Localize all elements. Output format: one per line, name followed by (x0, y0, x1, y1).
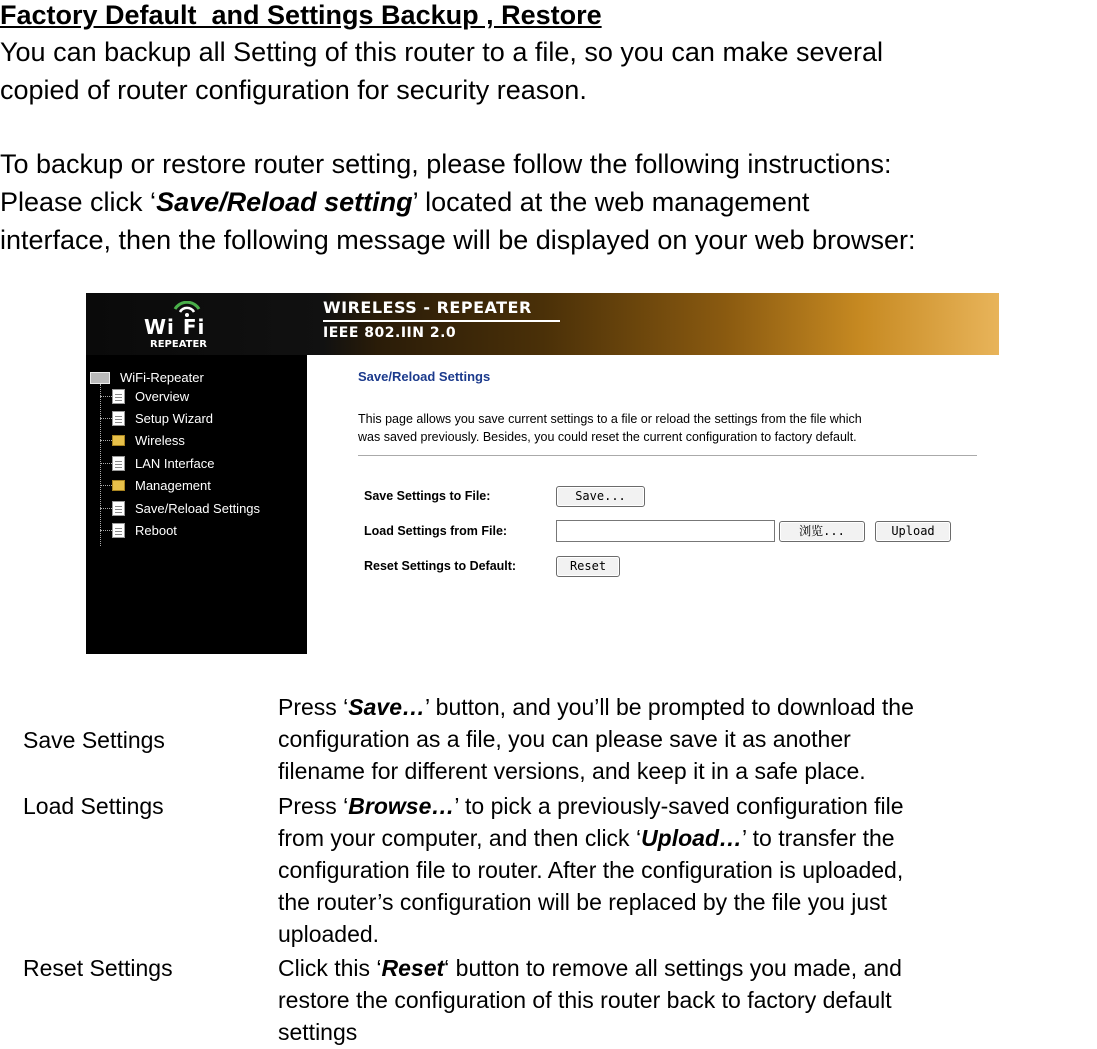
term-reset-settings: Reset Settings (23, 955, 173, 981)
reset-settings-label: Reset Settings to Default: (364, 559, 517, 573)
browse-button[interactable]: 浏览... (779, 521, 865, 542)
browse-emphasis: Browse… (348, 793, 455, 819)
save-button[interactable]: Save... (556, 486, 645, 507)
sidebar-nav (86, 355, 307, 654)
tree-root-label: WiFi-Repeater (120, 370, 204, 385)
intro-paragraph (0, 33, 883, 109)
computer-icon (90, 372, 110, 384)
sidebar-item-setup-wizard[interactable] (100, 411, 213, 426)
term-load-settings: Load Settings (23, 793, 164, 819)
sidebar-item-lan-interface[interactable] (100, 456, 215, 471)
page-icon (112, 501, 125, 516)
intro-line-2: copied of router configuration for security reason. (0, 75, 587, 105)
page-title: Save/Reload Settings (358, 369, 491, 384)
save-settings-label: Save Settings to File: (364, 489, 491, 503)
instructions-paragraph (0, 145, 916, 259)
definition-reset-settings: Click this ‘Reset‘ button to remove all settings you made, and restore the configuration of this router back to factory default settings (278, 955, 902, 1045)
definition-load-settings: Press ‘Browse…’ to pick a previously-saved configuration file from your computer, and then click ‘Upload…’ to transfer the configuration file to router. After the configuration is uploaded, the router’s configuration will be replaced by the file you just uploaded. (278, 793, 904, 947)
logo-wordmark: Wi Fi (144, 315, 206, 339)
sidebar-item-save-reload-settings[interactable] (100, 501, 260, 516)
logo-subtitle: REPEATER (150, 339, 208, 350)
reset-button[interactable]: Reset (556, 556, 620, 577)
page-icon (112, 389, 125, 404)
page-description: This page allows you save current settings to a file or reload the settings from the file which was saved previously. Besides, you could reset the current configuration to factory default. (358, 412, 862, 444)
divider (358, 455, 977, 456)
page-icon (112, 523, 125, 538)
file-path-input[interactable] (556, 520, 775, 542)
sidebar-item-label: LAN Interface (135, 456, 215, 471)
sidebar-item-wireless[interactable] (100, 433, 185, 448)
folder-icon (112, 435, 125, 446)
instructions-line-3: interface, then the following message will be displayed on your web browser: (0, 225, 916, 255)
sidebar-item-label: Reboot (135, 523, 177, 538)
save-button-emphasis: Save… (348, 694, 426, 720)
instructions-line-2: Please click ‘Save/Reload setting’ located at the web management (0, 187, 810, 217)
load-settings-label: Load Settings from File: (364, 524, 508, 538)
sidebar-item-label: Wireless (135, 433, 185, 448)
folder-icon (112, 480, 125, 491)
sidebar-item-label: Overview (135, 389, 190, 404)
page-icon (112, 411, 125, 426)
sidebar-item-label: Save/Reload Settings (135, 501, 261, 516)
sidebar-item-label: Setup Wizard (135, 411, 214, 426)
router-header-banner (86, 293, 999, 355)
sidebar-item-label: Management (135, 478, 211, 493)
reset-emphasis: Reset (381, 955, 445, 981)
router-screenshot (86, 293, 999, 654)
upload-button[interactable]: Upload (875, 521, 951, 542)
document-title: Factory Default and Settings Backup , Restore (0, 0, 602, 30)
upload-emphasis: Upload… (641, 825, 743, 851)
definition-save-settings: Press ‘Save…’ button, and you’ll be prompted to download the configuration as a file, you can please save it as another filename for different versions, and keep it in a safe place. (278, 694, 914, 784)
intro-line-1: You can backup all Setting of this router to a file, so you can make several (0, 37, 884, 67)
sidebar-item-overview[interactable] (100, 389, 189, 404)
sidebar-item-reboot[interactable] (100, 523, 177, 538)
page-icon (112, 456, 125, 471)
settings-content (307, 355, 999, 654)
save-reload-setting-emphasis: Save/Reload setting (156, 187, 413, 217)
header-divider (323, 320, 560, 322)
instructions-line-1: To backup or restore router setting, please follow the following instructions: (0, 149, 892, 179)
wifi-logo (144, 301, 236, 349)
term-save-settings: Save Settings (23, 727, 165, 753)
sidebar-item-management[interactable] (100, 478, 211, 493)
header-subtitle: IEEE 802.IIN 2.0 (323, 325, 457, 341)
header-title: WIRELESS - REPEATER (323, 298, 532, 317)
tree-root[interactable] (90, 370, 204, 385)
